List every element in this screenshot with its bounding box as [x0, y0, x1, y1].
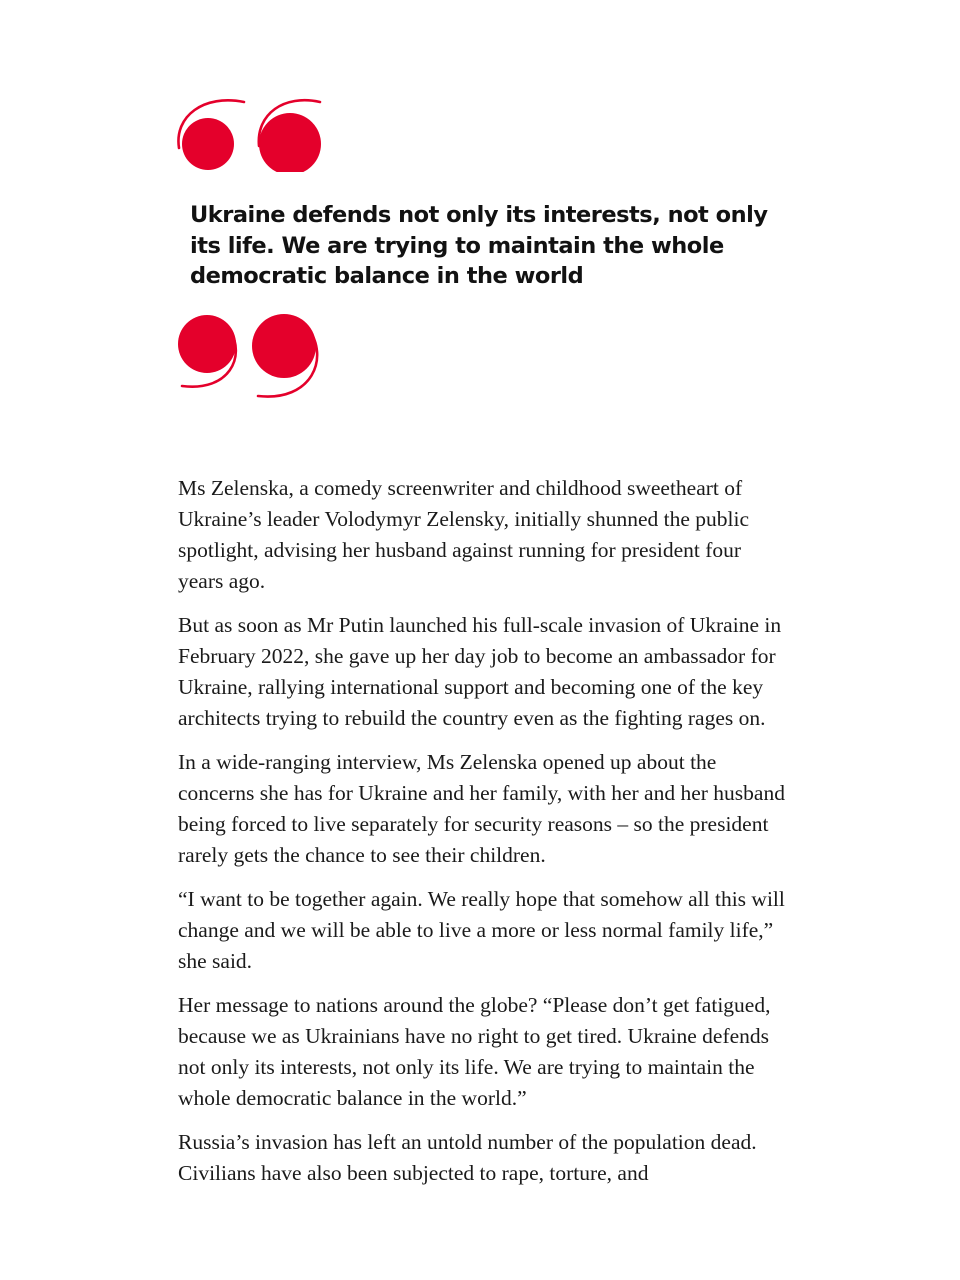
pull-quote-text: Ukraine defends not only its interests, not only its life. We are trying to maintain the whole democratic balance in the world [190, 202, 768, 289]
article-body [178, 473, 788, 1202]
article-paragraph: In a wide-ranging interview, Ms Zelenska opened up about the concerns she has for Ukraine and her family, with her and her husband being forced to live separately for security reasons – so the president rarely gets the chance to see their children. [178, 750, 785, 867]
article-paragraph: Russia’s invasion has left an untold number of the population dead. Civilians have also been subjected to rape, torture, and [178, 1130, 757, 1185]
article-paragraph: Ms Zelenska, a comedy screenwriter and childhood sweetheart of Ukraine’s leader Volodymyr Zelensky, initially shunned the public spotlight, advising her husband against running for president four years ago. [178, 476, 750, 593]
close-quote-icon [174, 312, 326, 402]
article-paragraph: “I want to be together again. We really hope that somehow all this will change and we will be able to live a more or less normal family life,” she said. [178, 887, 785, 973]
article-paragraph: But as soon as Mr Putin launched his full-scale invasion of Ukraine in February 2022, she gave up her day job to become an ambassador for Ukraine, rallying international support and becoming one of the key architects trying to rebuild the country even as the fighting rages on. [178, 613, 782, 730]
open-quote-icon [174, 96, 326, 172]
article-paragraph: Her message to nations around the globe? “Please don’t get fatigued, because we as Ukrainians have no right to get tired. Ukraine defends not only its interests, not only its life. We are trying to maintain the whole democratic balance in the world.” [178, 993, 771, 1110]
